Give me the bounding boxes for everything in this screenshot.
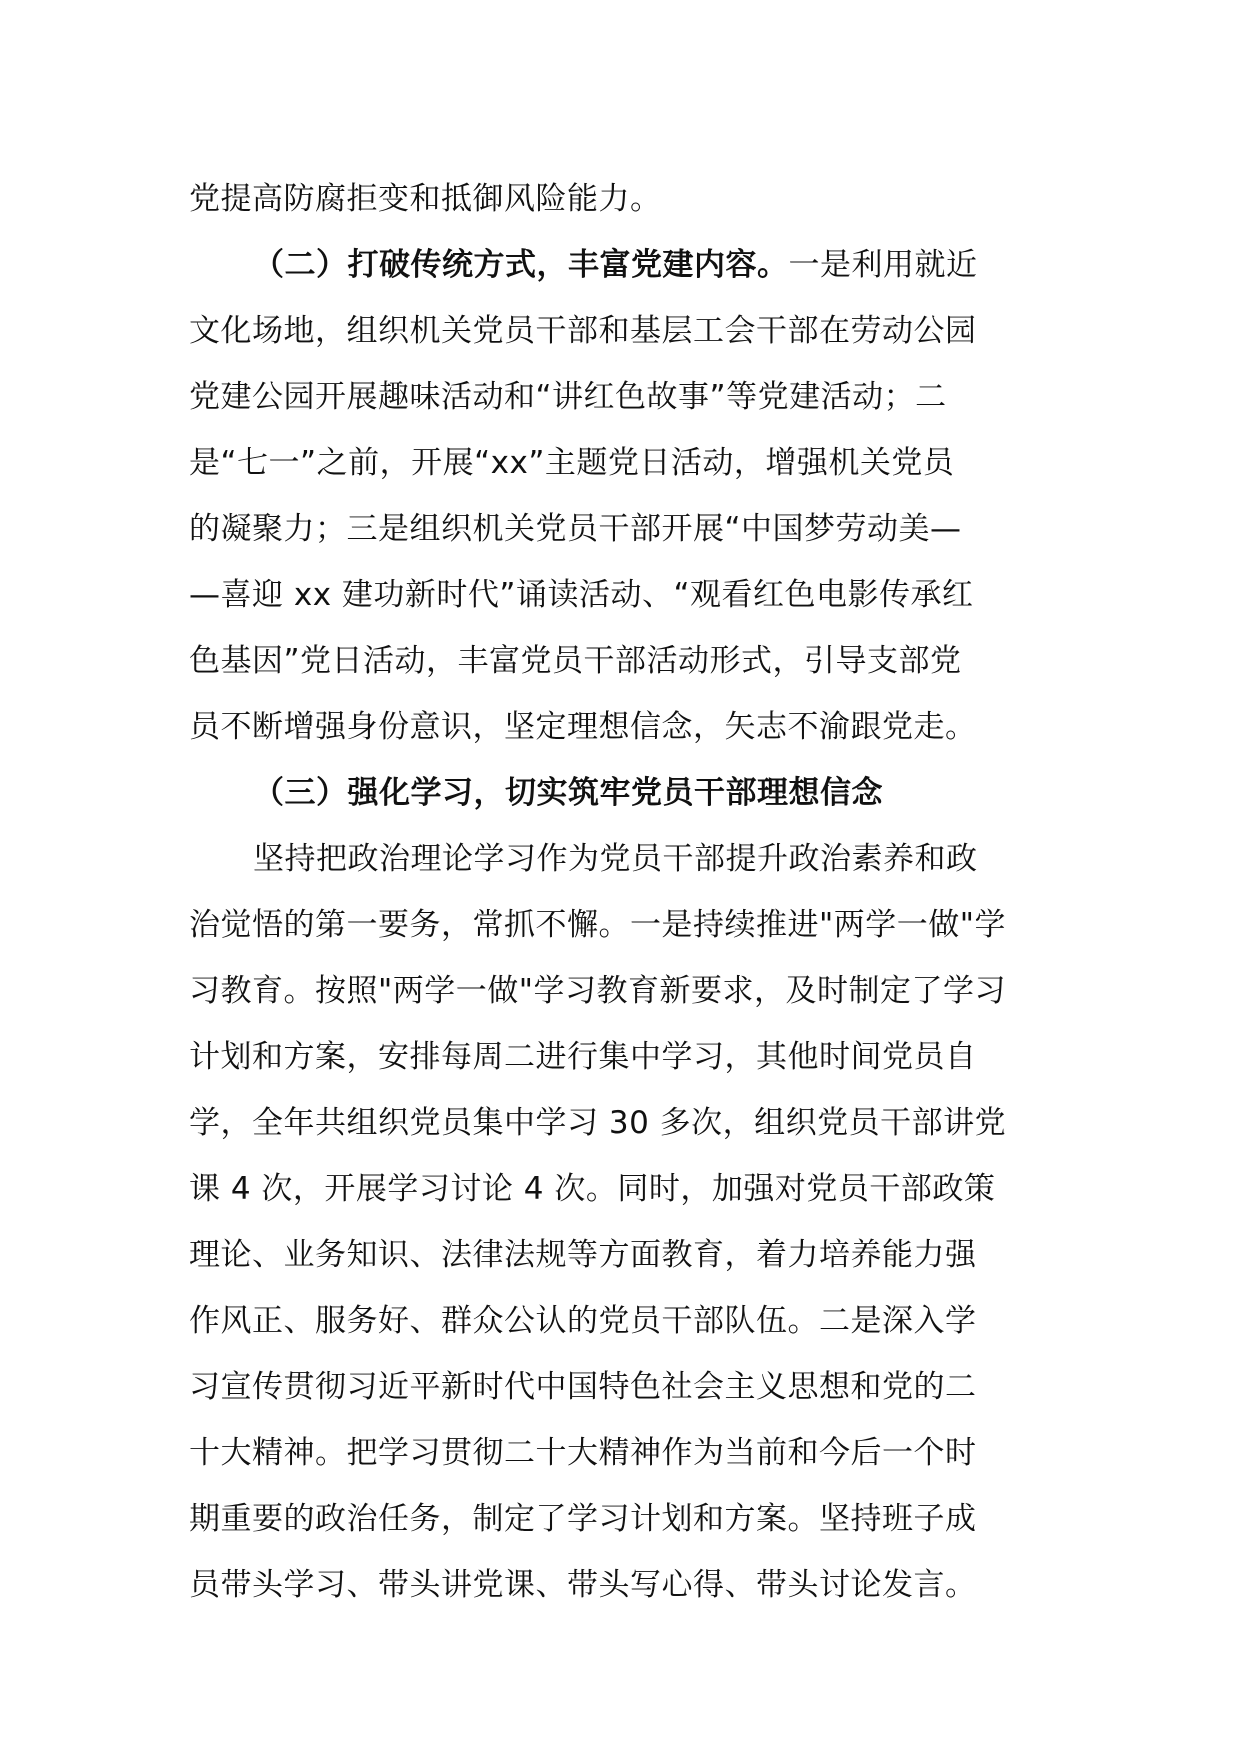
paragraph-line — [189, 1024, 1064, 1090]
document-body — [189, 166, 1064, 1618]
line-text: 色基因”党日活动，丰富党员干部活动形式，引导支部党 — [189, 643, 962, 679]
paragraph-line — [189, 496, 1064, 562]
line-text: 治觉悟的第一要务，常抓不懈。一是持续推进"两学一做"学 — [189, 907, 1007, 943]
paragraph-line — [189, 1090, 1064, 1156]
paragraph-line — [189, 694, 1064, 760]
line-text: 是“七一”之前，开展“xx”主题党日活动，增强机关党员 — [189, 445, 955, 481]
heading-text: （三）强化学习，切实筑牢党员干部理想信念 — [253, 775, 883, 811]
paragraph-line — [189, 298, 1064, 364]
paragraph-line — [189, 1354, 1064, 1420]
line-text: 员不断增强身份意识，坚定理想信念，矢志不渝跟党走。 — [189, 709, 977, 745]
paragraph-line — [189, 1420, 1064, 1486]
line-text: 学，全年共组织党员集中学习 30 多次，组织党员干部讲党 — [189, 1105, 1007, 1141]
line-text: —喜迎 xx 建功新时代”诵读活动、“观看红色电影传承红 — [189, 577, 974, 613]
paragraph-line — [189, 166, 1064, 232]
line-text: 十大精神。把学习贯彻二十大精神作为当前和今后一个时 — [189, 1435, 977, 1471]
line-text: 党建公园开展趣味活动和“讲红色故事”等党建活动；二 — [189, 379, 947, 415]
heading-text: （二）打破传统方式，丰富党建内容。 — [253, 247, 789, 283]
line-text: 计划和方案，安排每周二进行集中学习，其他时间党员自 — [189, 1039, 977, 1075]
paragraph-line — [189, 958, 1064, 1024]
line-text: 期重要的政治任务，制定了学习计划和方案。坚持班子成 — [189, 1501, 977, 1537]
line-text: 的凝聚力；三是组织机关党员干部开展“中国梦劳动美— — [189, 511, 962, 547]
paragraph-line — [189, 430, 1064, 496]
paragraph-line — [189, 1552, 1064, 1618]
line-text: 员带头学习、带头讲党课、带头写心得、带头讨论发言。 — [189, 1567, 977, 1603]
line-text: 坚持把政治理论学习作为党员干部提升政治素养和政 — [253, 841, 978, 877]
line-text: 理论、业务知识、法律法规等方面教育，着力培养能力强 — [189, 1237, 977, 1273]
line-text: 课 4 次，开展学习讨论 4 次。同时，加强对党员干部政策 — [189, 1171, 996, 1207]
line-text: 党提高防腐拒变和抵御风险能力。 — [189, 181, 662, 217]
paragraph-first-line — [189, 826, 1064, 892]
line-text: 作风正、服务好、群众公认的党员干部队伍。二是深入学 — [189, 1303, 977, 1339]
paragraph-line — [189, 628, 1064, 694]
section-heading-2 — [189, 232, 1064, 298]
paragraph-line — [189, 1486, 1064, 1552]
line-text: 文化场地，组织机关党员干部和基层工会干部在劳动公园 — [189, 313, 977, 349]
line-text: 习教育。按照"两学一做"学习教育新要求，及时制定了学习 — [189, 973, 1007, 1009]
paragraph-line — [189, 892, 1064, 958]
paragraph-line — [189, 1156, 1064, 1222]
paragraph-line — [189, 364, 1064, 430]
paragraph-line — [189, 1288, 1064, 1354]
line-text: 一是利用就近 — [788, 247, 978, 283]
paragraph-line — [189, 562, 1064, 628]
line-text: 习宣传贯彻习近平新时代中国特色社会主义思想和党的二 — [189, 1369, 977, 1405]
paragraph-line — [189, 1222, 1064, 1288]
section-heading-3 — [189, 760, 1064, 826]
